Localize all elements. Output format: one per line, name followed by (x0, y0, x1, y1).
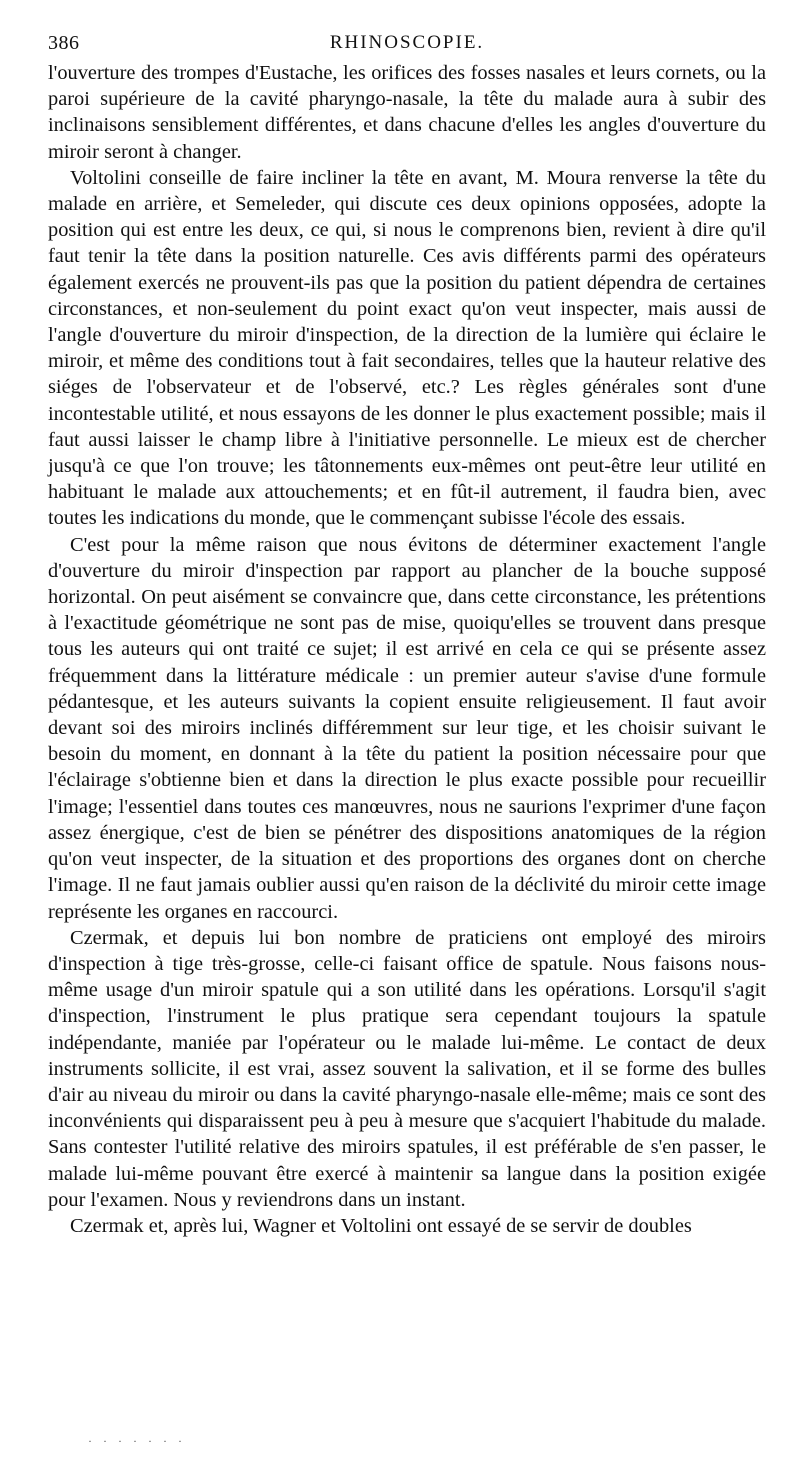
scan-specks: · · · · · · · (88, 1434, 186, 1448)
paragraph-voltolini: Voltolini conseille de faire incliner la tête en avant, M. Moura renverse la tête du malade en arrière, et Semeleder, qui discute ces deux opinions opposées, adopte la position qui est entre les deux, ce qui, si nous le comprenons bien, revient à dire qu'il faut tenir la tête dans la position naturelle. Ces avis différents parmi des opérateurs également exercés ne prouvent-ils pas que la position du patient dépendra de certaines circonstances, et non-seulement du point exact qu'on veut inspecter, mais aussi de l'angle d'ouverture du miroir d'inspection, de la direction de la lumière qui éclaire le miroir, et même des conditions tout à fait secondaires, telles que la hauteur relative des siéges de l'observateur et de l'observé, etc.? Les règles générales sont d'une incontestable utilité, et nous essayons de les donner le plus exactement possible; mais il faut aussi laisser le champ libre à l'initiative personnelle. Le mieux est de chercher jusqu'à ce que l'on trouve; les tâtonnements eux-mêmes ont peut-être leur utilité en habituant le malade aux attouchements; et en fût-il autrement, il faudra bien, avec toutes les indications du monde, que le commençant subisse l'école des essais. (48, 166, 766, 530)
running-title: RHINOSCOPIE. (329, 32, 485, 53)
page-header (48, 26, 766, 60)
body-text (48, 60, 766, 1239)
paragraph-angle: C'est pour la même raison que nous évitons de déterminer exactement l'angle d'ouverture du miroir d'inspection par rapport au plancher de la bouche supposé horizontal. On peut aisément se convaincre que, dans cette circonstance, les prétentions à l'exactitude géométrique ne sont pas de mise, quoiqu'elles se trouvent dans presque tous les auteurs qui ont traité ce sujet; il est arrivé en cela ce qui se présente assez fréquemment dans la littérature médicale : un premier auteur s'avise d'une formule pédantesque, et les auteurs suivants la copient ensuite religieusement. Il faut avoir devant soi des miroirs inclinés différemment sur leur tige, et les choisir suivant le besoin du moment, en donnant à la tête du patient la position nécessaire pour que l'éclairage s'obtienne bien et dans la direction le plus exacte possible pour recueillir l'image; l'essentiel dans toutes ces manœuvres, nous ne saurions l'exprimer d'une façon assez énergique, c'est de bien se pénétrer des dispositions anatomiques de la région qu'on veut inspecter, de la situation et des proportions des organes dont on cherche l'image. Il ne faut jamais oublier aussi qu'en raison de la déclivité du miroir cette image représente les organes en raccourci. (48, 533, 766, 923)
paragraph-czermak-doubles: Czermak et, après lui, Wagner et Voltolini ont essayé de se servir de doubles (70, 1214, 692, 1237)
paragraph-continuation: l'ouverture des trompes d'Eustache, les orifices des fosses nasales et leurs cornets, ou la paroi supérieure de la cavité pharyngo-nasale, la tête du malade aura à subir des inclinaisons sensiblement différentes, et dans chacune d'elles les angles d'ouverture du miroir seront à changer. (48, 62, 766, 163)
book-page (48, 26, 766, 1239)
paragraph-czermak-spatule: Czermak, et depuis lui bon nombre de praticiens ont employé des miroirs d'inspection à tige très-grosse, celle-ci faisant office de spatule. Nous faisons nous-même usage d'un miroir spatule qui a son utilité dans les opérations. Lorsqu'il s'agit d'inspection, l'instrument le plus pratique sera cependant toujours la spatule indépendante, maniée par l'opérateur ou le malade lui-même. Le contact de deux instruments sollicite, il est vrai, assez souvent la salivation, et il se forme des bulles d'air au niveau du miroir ou dans la cavité pharyngo-nasale elle-même; mais ce sont des inconvénients qui disparaissent peu à peu à mesure que s'acquiert l'habitude du malade. Sans contester l'utilité relative des miroirs spatules, il est préférable de s'en passer, le malade lui-même pouvant être exercé à maintenir sa langue dans la position exigée pour l'examen. Nous y reviendrons dans un instant. (48, 926, 766, 1211)
page-number: 386 (48, 32, 80, 54)
